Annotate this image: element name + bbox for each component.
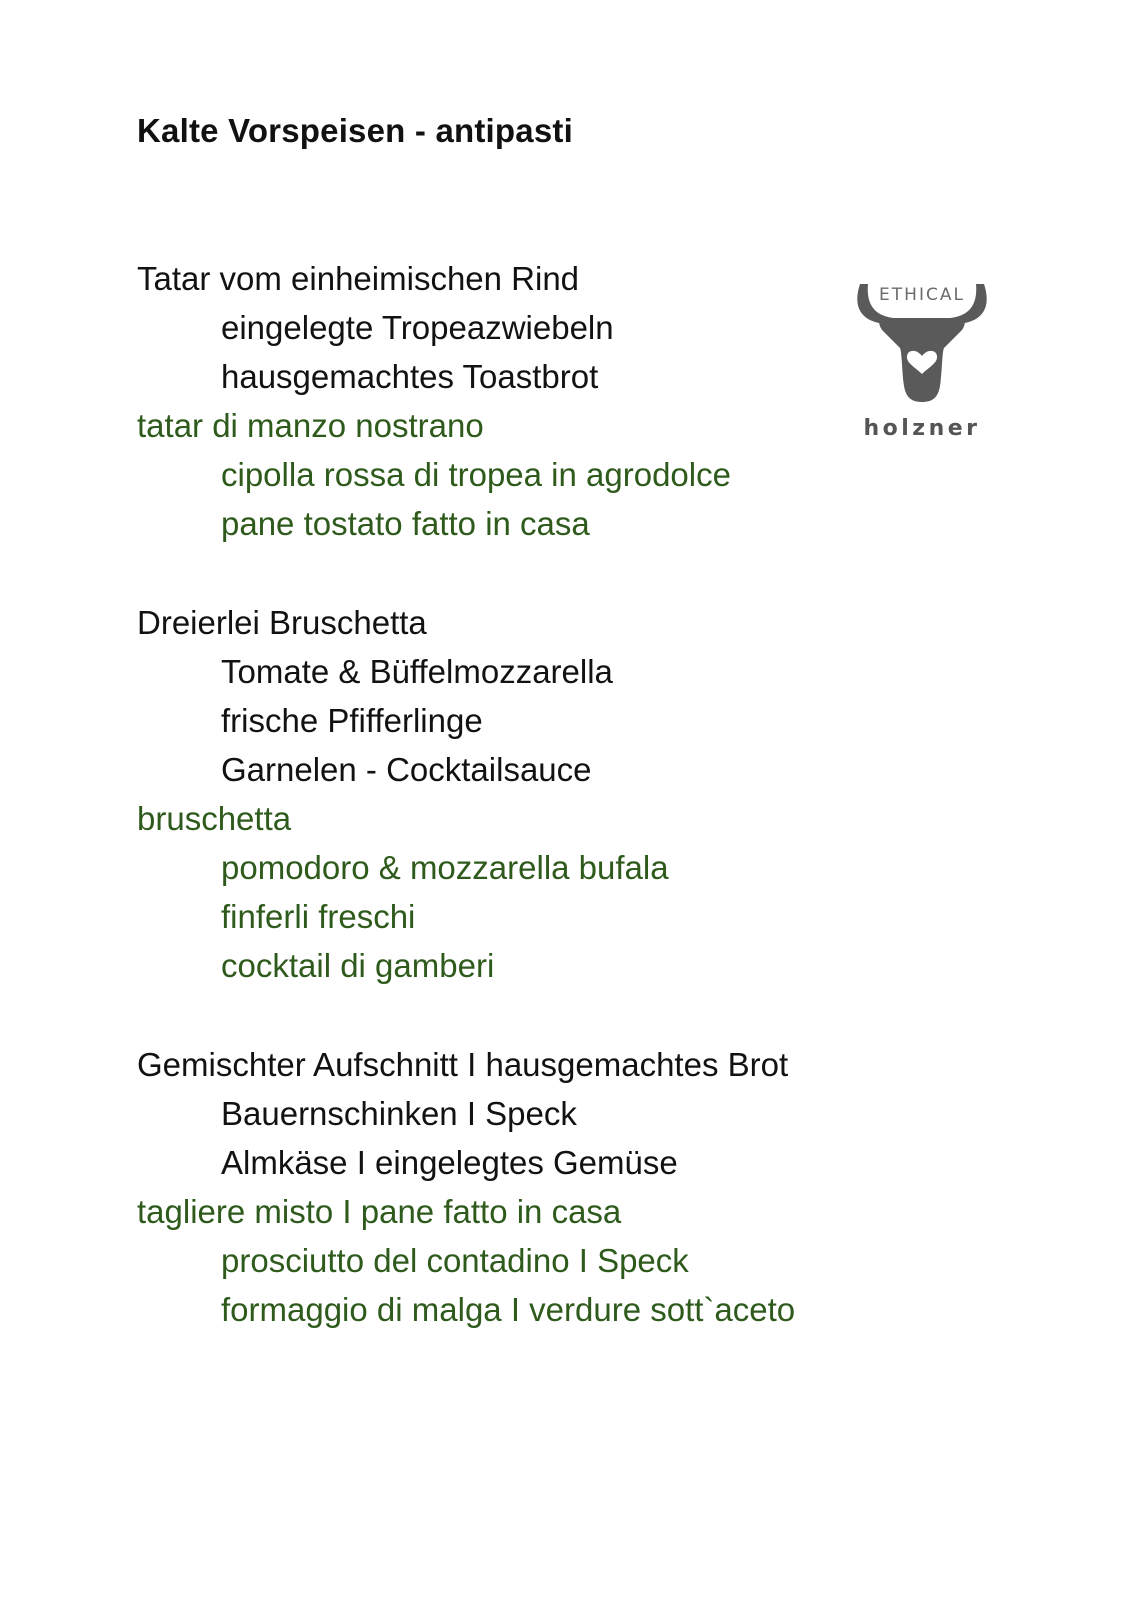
dish-item-de: Garnelen - Cocktailsauce bbox=[221, 751, 592, 788]
dish-tatar bbox=[137, 254, 977, 548]
dish-item-de: frische Pfifferlinge bbox=[221, 702, 483, 739]
dish-item-it: prosciutto del contadino I Speck bbox=[221, 1242, 689, 1279]
dish-item-it: cocktail di gamberi bbox=[221, 947, 495, 984]
dish-item-it: formaggio di malga I verdure sott`aceto bbox=[221, 1291, 796, 1328]
dish-title-it: tatar di manzo nostrano bbox=[137, 407, 484, 444]
dish-item-it: pomodoro & mozzarella bufala bbox=[221, 849, 669, 886]
dish-bruschetta bbox=[137, 598, 977, 990]
dish-title-de: Dreierlei Bruschetta bbox=[137, 604, 427, 641]
dish-item-it: cipolla rossa di tropea in agrodolce bbox=[221, 456, 731, 493]
dish-title-it: tagliere misto I pane fatto in casa bbox=[137, 1193, 622, 1230]
dish-item-de: eingelegte Tropeazwiebeln bbox=[221, 309, 614, 346]
dish-title-de: Gemischter Aufschnitt I hausgemachtes Brot bbox=[137, 1046, 789, 1083]
dish-item-de: hausgemachtes Toastbrot bbox=[221, 358, 599, 395]
logo-bottom-text: holzner bbox=[863, 416, 981, 441]
dish-title-it: bruschetta bbox=[137, 800, 292, 837]
dish-title-de: Tatar vom einheimischen Rind bbox=[137, 260, 580, 297]
page-title: Kalte Vorspeisen - antipasti bbox=[137, 112, 573, 149]
dish-aufschnitt bbox=[137, 1040, 977, 1334]
dish-item-de: Bauernschinken I Speck bbox=[221, 1095, 577, 1132]
menu-list bbox=[137, 254, 977, 1384]
dish-item-de: Almkäse I eingelegtes Gemüse bbox=[221, 1144, 678, 1181]
dish-item-it: pane tostato fatto in casa bbox=[221, 505, 590, 542]
logo-top-text: ETHICAL bbox=[879, 285, 965, 305]
dish-item-it: finferli freschi bbox=[221, 898, 416, 935]
dish-item-de: Tomate & Büffelmozzarella bbox=[221, 653, 613, 690]
